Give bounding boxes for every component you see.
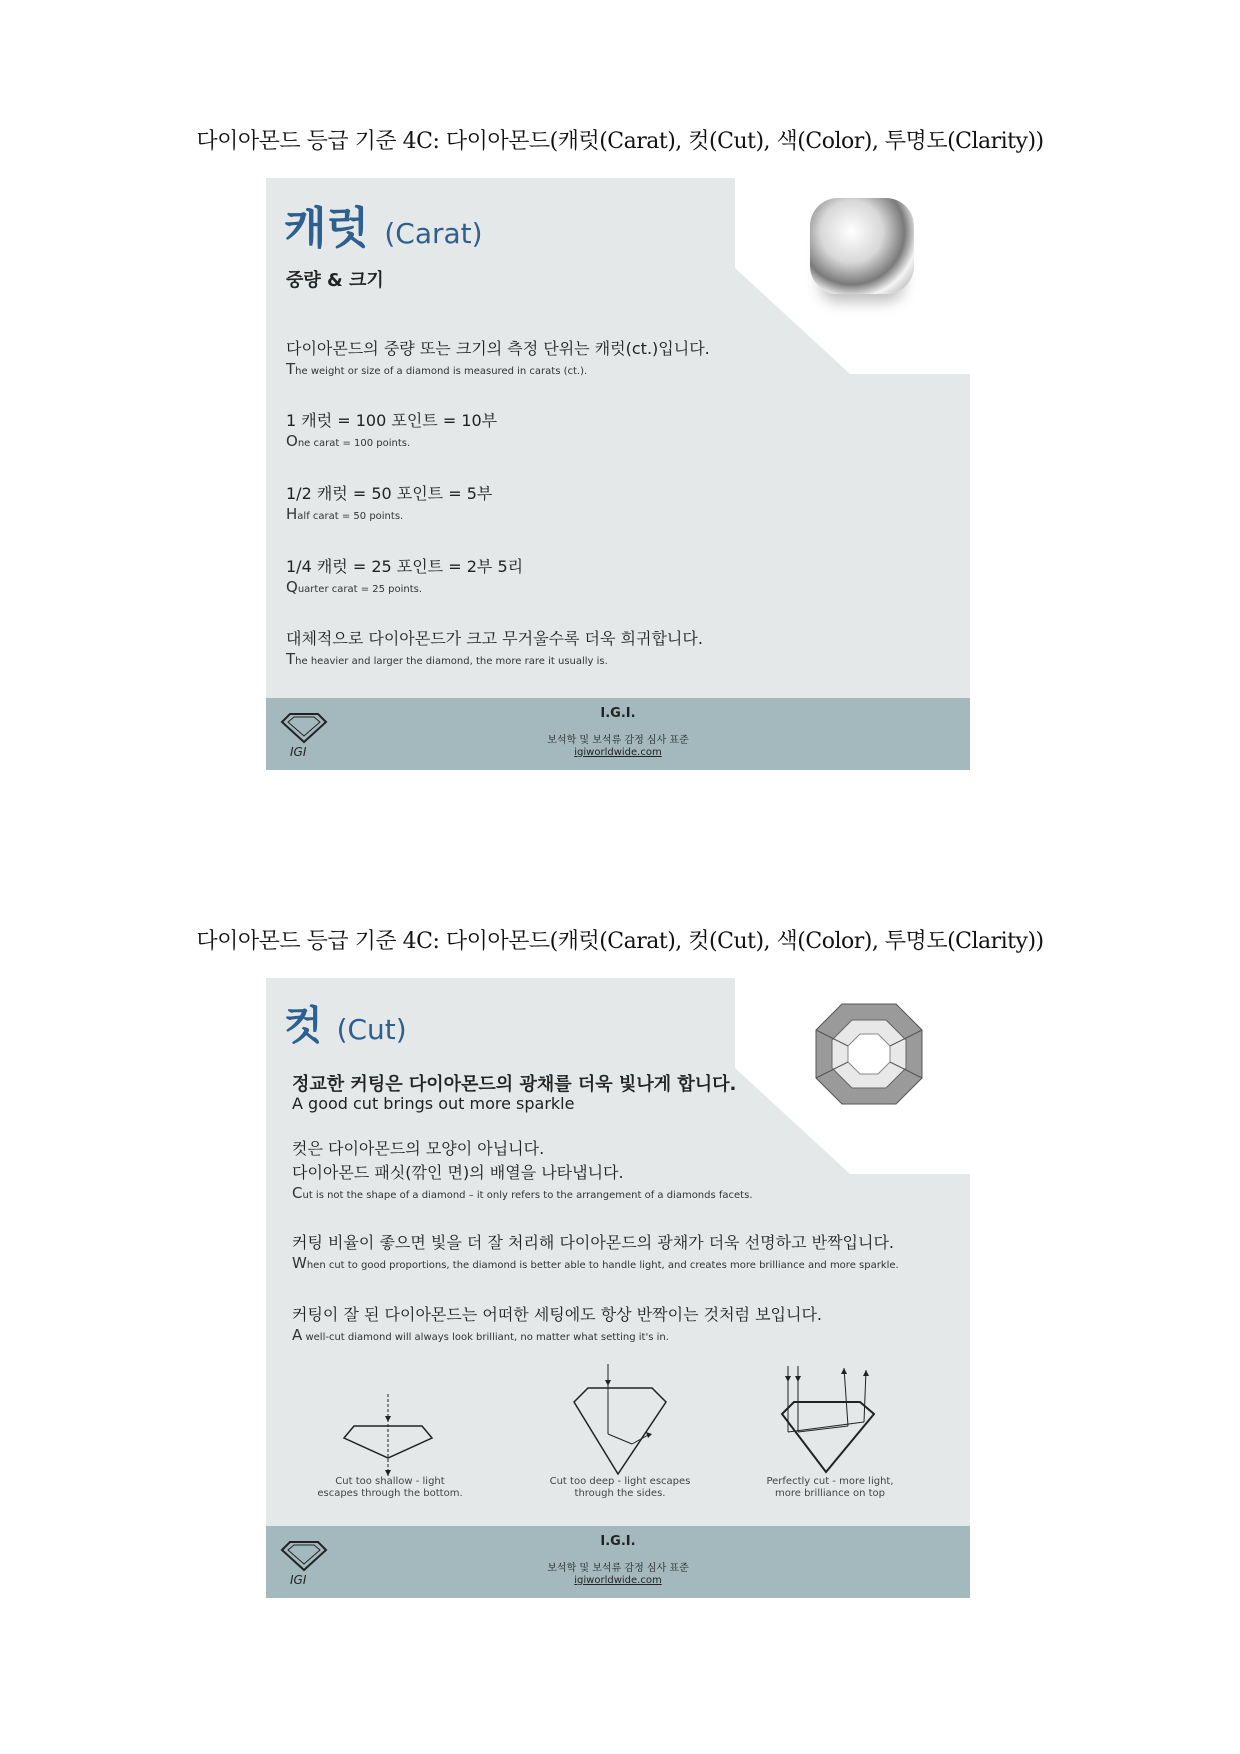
footer-brand: I.G.I.	[600, 1534, 636, 1549]
svg-text:IGI: IGI	[290, 745, 307, 759]
page-heading-top: 다이아몬드 등급 기준 4C: 다이아몬드(캐럿(Carat), 컷(Cut), 색(Color), 투명도(Clarity))	[196, 129, 1044, 154]
carat-item-1-kr: 다이아몬드의 중량 또는 크기의 측정 단위는 캐럿(ct.)입니다.	[286, 339, 710, 358]
diagram-deep-caption: Cut too deep - light escapes through the sides.	[549, 1476, 691, 1499]
carat-item-5-en: The heavier and larger the diamond, the more rare it usually is.	[286, 650, 608, 668]
diagram-deep-cut	[570, 1364, 670, 1476]
cut-card	[266, 978, 970, 1598]
page-heading-bottom: 다이아몬드 등급 기준 4C: 다이아몬드(캐럿(Carat), 컷(Cut), 색(Color), 투명도(Clarity))	[196, 929, 1044, 954]
carat-item-1-en: The weight or size of a diamond is measured in carats (ct.).	[286, 360, 588, 378]
cut-subtitle-en: A good cut brings out more sparkle	[292, 1094, 575, 1113]
cut-block3-en: A well-cut diamond will always look brilliant, no matter what setting it's in.	[292, 1326, 669, 1344]
cut-block1-kr2: 다이아몬드 패싯(깎인 면)의 배열을 나타냅니다.	[292, 1163, 624, 1182]
diagram-perfect-caption: Perfectly cut - more light, more brilliance on top	[766, 1476, 894, 1499]
footer-standard: 보석학 및 보석류 감정 심사 표준	[547, 735, 689, 746]
carat-item-2-kr: 1 캐럿 = 100 포인트 = 10부	[286, 411, 498, 430]
cut-title	[284, 994, 407, 1051]
carat-item-4-kr: 1/4 캐럿 = 25 포인트 = 2부 5리	[286, 557, 524, 576]
cut-footer	[266, 1526, 970, 1598]
carat-subtitle: 중량 & 크기	[286, 270, 384, 291]
footer-standard: 보석학 및 보석류 감정 심사 표준	[547, 1563, 689, 1574]
cut-block3-kr: 커팅이 잘 된 다이아몬드는 어떠한 세팅에도 항상 반짝이는 것처럼 보입니다.	[292, 1305, 822, 1324]
carat-card	[266, 178, 970, 770]
diagram-shallow-cut	[340, 1386, 440, 1476]
cut-block1-kr1: 컷은 다이아몬드의 모양이 아닙니다.	[292, 1139, 545, 1158]
cushion-diamond-image	[810, 198, 914, 294]
cut-block2-en: When cut to good proportions, the diamond is better able to handle light, and creates more brilliance and more sparkle.	[292, 1254, 899, 1272]
footer-url-link[interactable]: igiworldwide.com	[574, 747, 662, 758]
cut-block1-en: Cut is not the shape of a diamond – it only refers to the arrangement of a diamonds facets.	[292, 1184, 753, 1202]
asscher-diamond-image	[814, 1002, 924, 1106]
diagram-perfect-cut	[778, 1362, 878, 1476]
carat-footer	[266, 698, 970, 770]
cut-subtitle-kr: 정교한 커팅은 다이아몬드의 광채를 더욱 빛나게 합니다.	[292, 1074, 737, 1095]
carat-item-3-en: Half carat = 50 points.	[286, 505, 404, 523]
carat-item-5-kr: 대체적으로 다이아몬드가 크고 무거울수록 더욱 희귀합니다.	[286, 629, 703, 648]
footer-brand: I.G.I.	[600, 706, 636, 721]
carat-title-en: (Carat)	[384, 217, 483, 250]
footer-url-link[interactable]: igiworldwide.com	[574, 1575, 662, 1586]
cut-block2-kr: 커팅 비율이 좋으면 빛을 더 잘 처리해 다이아몬드의 광채가 더욱 선명하고 반짝입니다.	[292, 1233, 894, 1252]
carat-title	[284, 192, 483, 256]
carat-item-2-en: One carat = 100 points.	[286, 432, 411, 450]
carat-item-4-en: Quarter carat = 25 points.	[286, 578, 423, 596]
svg-text:IGI: IGI	[290, 1573, 307, 1587]
cut-title-en: (Cut)	[336, 1013, 407, 1046]
cut-title-kr: 컷	[284, 1003, 323, 1049]
diagram-shallow-caption: Cut too shallow - light escapes through the bottom.	[317, 1476, 463, 1499]
carat-item-3-kr: 1/2 캐럿 = 50 포인트 = 5부	[286, 484, 493, 503]
carat-title-kr: 캐럿	[284, 203, 370, 254]
